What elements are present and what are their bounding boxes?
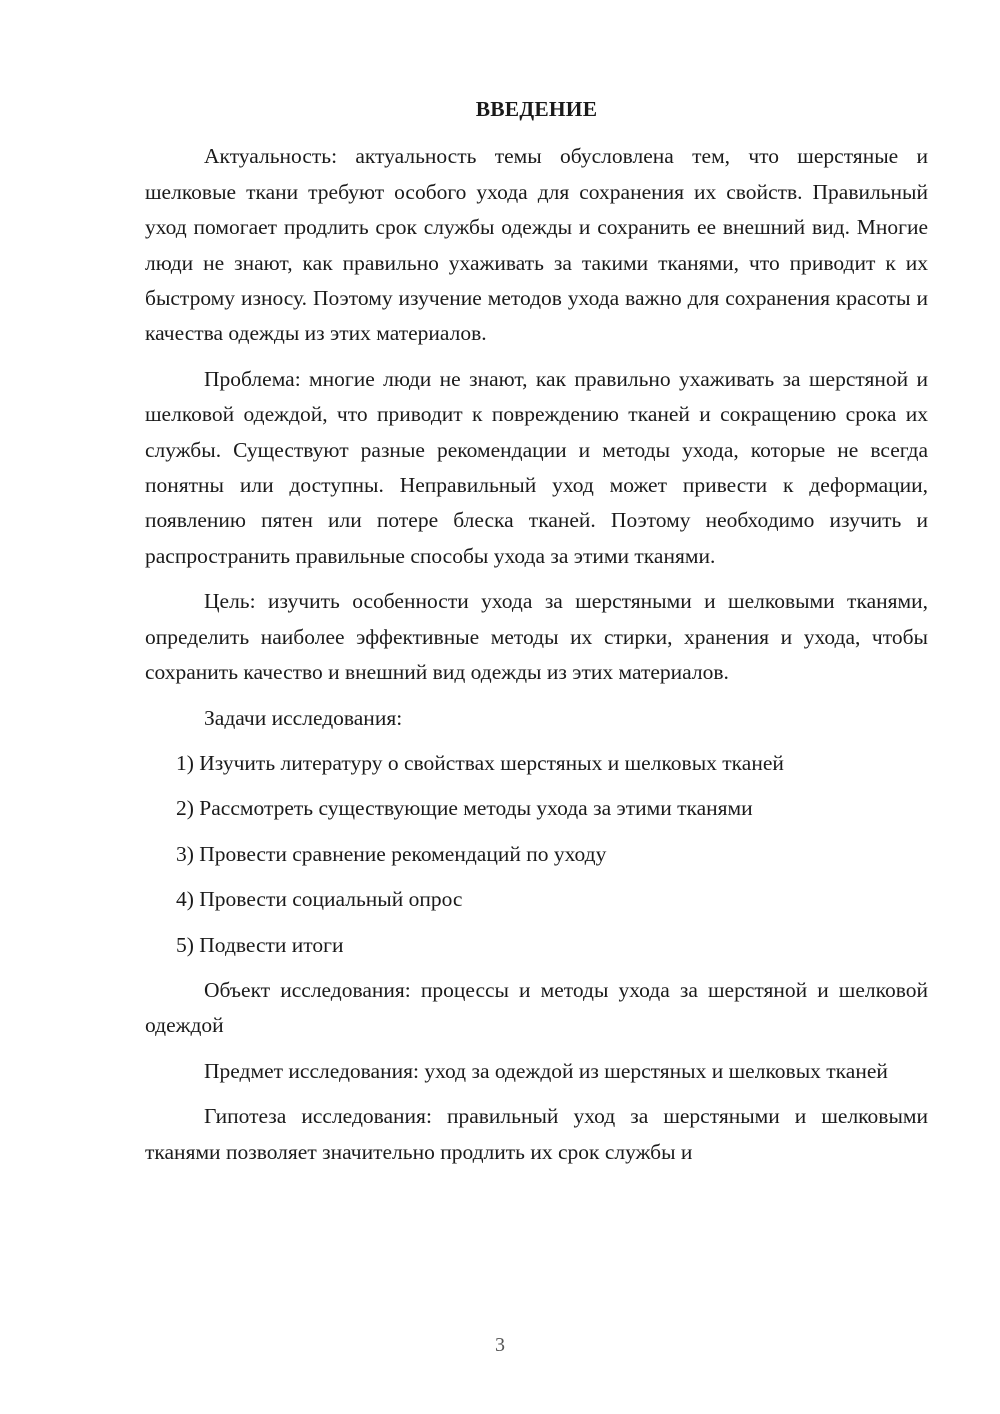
tasks-heading: Задачи исследования: — [204, 705, 403, 730]
subject-paragraph: Предмет исследования: уход за одеждой из шерстяных и шелковых тканей — [204, 1058, 888, 1083]
relevance-paragraph: Актуальность: актуальность темы обусловлена тем, что шерстяные и шелковые ткани требуют особого ухода для сохранения их свойств. Правильный уход помогает продлить срок службы одежды и сохранить ее внешний вид. Многие люди не знают, как правильно ухаживать за такими тканями, что приводит к их быстрому износу. Поэтому изучение методов ухода важно для сохранения красоты и качества одежды из этих материалов. — [145, 144, 928, 346]
hypothesis-paragraph: Гипотеза исследования: правильный уход за шерстяными и шелковыми тканями позволяет значительно продлить их срок службы и — [145, 1104, 928, 1164]
task-item: 2) Рассмотреть существующие методы ухода за этими тканями — [176, 796, 753, 821]
document-page — [145, 92, 928, 1180]
goal-paragraph: Цель: изучить особенности ухода за шерстяными и шелковыми тканями, определить наиболее эффективные методы их стирки, хранения и ухода, чтобы сохранить качество и внешний вид одежды из этих материалов. — [145, 589, 928, 685]
problem-paragraph: Проблема: многие люди не знают, как правильно ухаживать за шерстяной и шелковой одеждой, что приводит к повреждению тканей и сокращению срока их службы. Существуют разные рекомендации и методы ухода, которые не всегда понятны или доступны. Неправильный уход может привести к деформации, появлению пятен или потере блеска тканей. Поэтому необходимо изучить и распространить правильные способы ухода за этими тканями. — [145, 366, 928, 568]
task-item: 3) Провести сравнение рекомендаций по уходу — [176, 841, 607, 866]
task-item: 5) Подвести итоги — [176, 932, 344, 957]
page-title: ВВЕДЕНИЕ — [475, 97, 598, 121]
task-item: 1) Изучить литературу о свойствах шерстяных и шелковых тканей — [176, 750, 784, 775]
page-number: 3 — [495, 1334, 505, 1356]
object-paragraph: Объект исследования: процессы и методы ухода за шерстяной и шелковой одеждой — [145, 977, 928, 1038]
tasks-list — [145, 746, 928, 963]
task-item: 4) Провести социальный опрос — [176, 887, 463, 912]
